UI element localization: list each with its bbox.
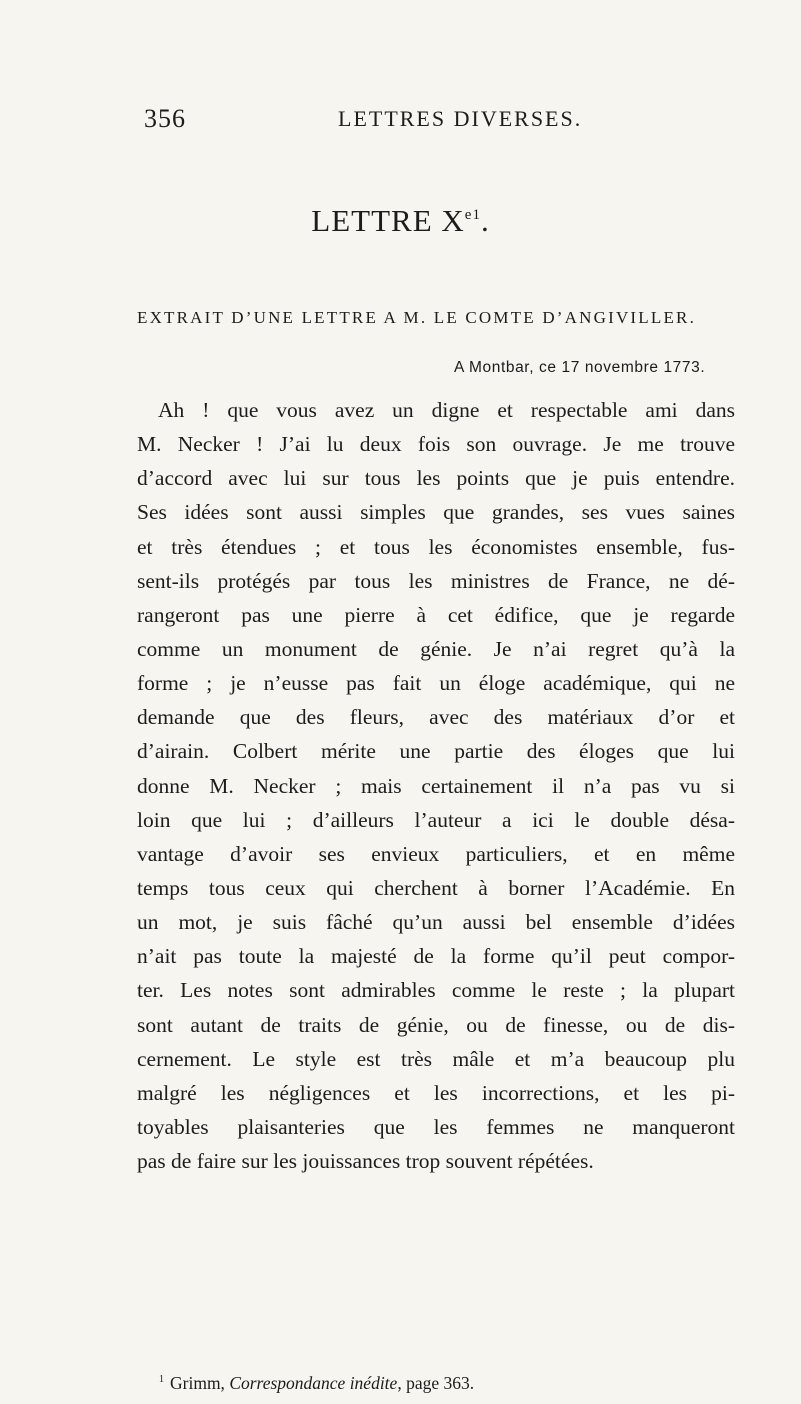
body-line: forme ; je n’eusse pas fait un éloge académique, qui ne — [137, 671, 735, 696]
letter-subtitle: EXTRAIT D’UNE LETTRE A M. LE COMTE D’ANGIVILLER. — [137, 308, 697, 327]
body-line: demande que des fleurs, avec des matériaux d’or et — [137, 705, 735, 730]
footnote-reference: 1 — [472, 207, 481, 223]
body-line: temps tous ceux qui cherchent à borner l’Académie. En — [137, 875, 735, 900]
footnote — [159, 1373, 474, 1394]
body-line: sont autant de traits de génie, ou de finesse, ou de dis- — [137, 1012, 735, 1037]
footnote-mark: 1 — [159, 1374, 164, 1385]
body-line: d’accord avec lui sur tous les points que je puis entendre. — [137, 466, 735, 491]
body-line: et très étendues ; et tous les économistes ensemble, fus- — [137, 534, 735, 559]
body-line: donne M. Necker ; mais certainement il n’a pas vu si — [137, 773, 735, 798]
letter-title-superscript: e — [464, 207, 473, 223]
body-line: vantage d’avoir ses envieux particuliers, et en même — [137, 841, 735, 866]
letter-title-period: . — [480, 203, 490, 238]
body-line: ter. Les notes sont admirables comme le reste ; la plupart — [137, 978, 735, 1003]
body-line: n’ait pas toute la majesté de la forme qu’il peut compor- — [137, 944, 735, 969]
body-line: Ah ! que vous avez un digne et respectable ami dans — [158, 398, 735, 422]
body-line: cernement. Le style est très mâle et m’a beaucoup plu — [137, 1046, 735, 1071]
body-line: comme un monument de génie. Je n’ai regret qu’à la — [137, 636, 735, 661]
running-head: LETTRES DIVERSES. — [338, 106, 583, 131]
footnote-page: page 363. — [406, 1373, 475, 1393]
letter-body — [137, 393, 735, 1178]
body-line: d’airain. Colbert mérite une partie des éloges que lui — [137, 739, 735, 764]
body-line: toyables plaisanteries que les femmes ne manqueront — [137, 1114, 735, 1139]
footnote-work: Correspondance inédite, — [229, 1373, 402, 1393]
body-line: Ses idées sont aussi simples que grandes, ses vues saines — [137, 500, 735, 525]
body-line: M. Necker ! J’ai lu deux fois son ouvrage. Je me trouve — [137, 432, 735, 457]
letter-title — [0, 203, 801, 239]
body-line: sent-ils protégés par tous les ministres de France, ne dé- — [137, 568, 735, 593]
body-line: loin que lui ; d’ailleurs l’auteur a ici le double désa- — [137, 807, 735, 832]
body-line: un mot, je suis fâché qu’un aussi bel ensemble d’idées — [137, 910, 735, 935]
dateline: A Montbar, ce 17 novembre 1773. — [454, 359, 706, 376]
page-number: 356 — [144, 104, 186, 133]
footnote-author: Grimm, — [170, 1373, 225, 1393]
body-line: pas de faire sur les jouissances trop souvent répétées. — [137, 1149, 594, 1174]
letter-title-text: LETTRE X — [311, 203, 465, 238]
body-line: rangeront pas une pierre à cet édifice, que je regarde — [137, 602, 735, 627]
body-line: malgré les négligences et les incorrections, et les pi- — [137, 1080, 735, 1105]
